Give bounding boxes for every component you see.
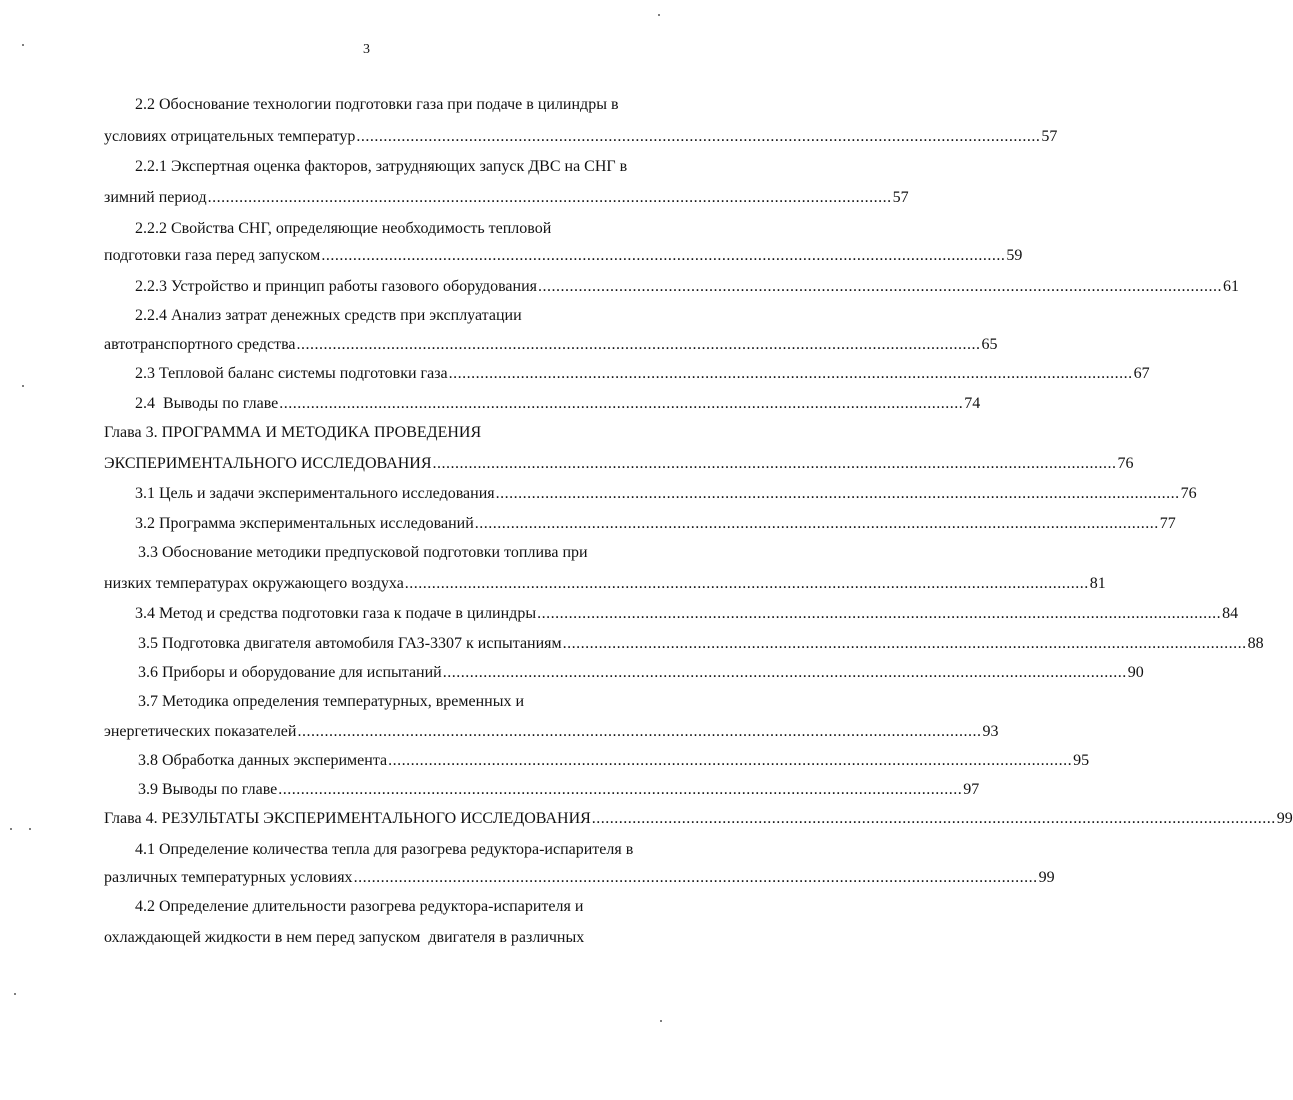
toc-page-number: 93 bbox=[982, 723, 999, 740]
toc-entry-line bbox=[135, 394, 981, 414]
toc-entry-line bbox=[135, 604, 1239, 624]
toc-entry-text: автотранспортного средства bbox=[104, 336, 296, 353]
toc-entry-text: 2.2.3 Устройство и принцип работы газового оборудования bbox=[135, 278, 537, 295]
dot-leader: ........................................................................................................................................................ bbox=[321, 247, 1006, 264]
toc-page-number: 57 bbox=[892, 189, 909, 206]
toc-entry-text: ЭКСПЕРИМЕНТАЛЬНОГО ИССЛЕДОВАНИЯ bbox=[104, 455, 432, 472]
toc-entry-text: 2.3 Тепловой баланс системы подготовки газа bbox=[135, 365, 448, 382]
toc-entry-line: 2.2.1 Экспертная оценка факторов, затрудняющих запуск ДВС на СНГ в bbox=[135, 158, 628, 175]
toc-entry-line: Глава 3. ПРОГРАММА И МЕТОДИКА ПРОВЕДЕНИЯ bbox=[104, 424, 482, 441]
toc-entry-text: 3.8 Обработка данных эксперимента bbox=[138, 752, 388, 769]
toc-page-number: 99 bbox=[1038, 869, 1055, 886]
dot-leader: ........................................................................................................................................................ bbox=[537, 605, 1222, 622]
toc-page-number: 97 bbox=[963, 781, 980, 798]
toc-entry-line bbox=[135, 514, 1176, 534]
toc-page-number: 67 bbox=[1133, 365, 1150, 382]
dot-leader: ........................................................................................................................................................ bbox=[474, 515, 1159, 532]
toc-entry-line bbox=[104, 454, 1134, 474]
toc-entry-line bbox=[104, 722, 999, 742]
toc-page-number: 74 bbox=[964, 395, 981, 412]
toc-entry-text: низких температурах окружающего воздуха bbox=[104, 575, 404, 592]
toc-page-number: 57 bbox=[1041, 128, 1058, 145]
toc-page-number: 88 bbox=[1247, 635, 1264, 652]
scan-speck bbox=[14, 993, 16, 995]
scan-speck bbox=[29, 828, 31, 830]
toc-entry-line bbox=[135, 364, 1150, 384]
page-number: 3 bbox=[363, 42, 370, 57]
toc-page-number: 81 bbox=[1089, 575, 1106, 592]
scan-speck bbox=[658, 14, 660, 16]
dot-leader: ........................................................................................................................................................ bbox=[297, 723, 982, 740]
toc-entry-line bbox=[138, 634, 1264, 654]
toc-page-number: 95 bbox=[1073, 752, 1090, 769]
scan-speck bbox=[22, 385, 24, 387]
toc-entry-line bbox=[104, 188, 909, 208]
toc-entry-line bbox=[104, 127, 1058, 147]
dot-leader: ........................................................................................................................................................ bbox=[448, 365, 1133, 382]
toc-entry-line: 2.2 Обоснование технологии подготовки газа при подаче в цилиндры в bbox=[135, 96, 619, 113]
toc-page-number: 59 bbox=[1006, 247, 1023, 264]
toc-entry-line: 2.2.2 Свойства СНГ, определяющие необходимость тепловой bbox=[135, 220, 552, 237]
scan-speck bbox=[660, 1020, 662, 1022]
dot-leader: ........................................................................................................................................................ bbox=[432, 455, 1117, 472]
dot-leader: ........................................................................................................................................................ bbox=[404, 575, 1089, 592]
toc-entry-text: 3.4 Метод и средства подготовки газа к подаче в цилиндры bbox=[135, 605, 537, 622]
scan-speck bbox=[10, 828, 12, 830]
dot-leader: ........................................................................................................................................................ bbox=[356, 128, 1041, 145]
toc-entry-text: 2.4 Выводы по главе bbox=[135, 395, 279, 412]
toc-entry-line bbox=[138, 751, 1090, 771]
dot-leader: ........................................................................................................................................................ bbox=[538, 278, 1222, 295]
toc-entry-line bbox=[104, 809, 1293, 829]
toc-entry-line bbox=[135, 277, 1239, 297]
scan-speck bbox=[22, 44, 24, 46]
toc-page-number: 76 bbox=[1117, 455, 1134, 472]
toc-entry-line bbox=[138, 663, 1144, 683]
dot-leader: ........................................................................................................................................................ bbox=[388, 752, 1073, 769]
toc-page-number: 76 bbox=[1180, 485, 1197, 502]
toc-entry-line bbox=[104, 335, 998, 355]
toc-entry-text: энергетических показателей bbox=[104, 723, 297, 740]
toc-entry-line bbox=[104, 868, 1055, 888]
toc-entry-line bbox=[138, 780, 980, 800]
toc-entry-line: 3.7 Методика определения температурных, временных и bbox=[138, 693, 525, 710]
toc-entry-text: зимний период bbox=[104, 189, 207, 206]
toc-entry-text: условиях отрицательных температур bbox=[104, 128, 356, 145]
toc-entry-line: 4.2 Определение длительности разогрева редуктора-испарителя и bbox=[135, 898, 584, 915]
toc-page-number: 90 bbox=[1127, 664, 1144, 681]
toc-entry-text: подготовки газа перед запуском bbox=[104, 247, 321, 264]
toc-page-number: 99 bbox=[1276, 810, 1293, 827]
toc-entry-text: Глава 4. РЕЗУЛЬТАТЫ ЭКСПЕРИМЕНТАЛЬНОГО ИССЛЕДОВАНИЯ bbox=[104, 810, 591, 827]
toc-entry-text: 3.2 Программа экспериментальных исследований bbox=[135, 515, 474, 532]
toc-entry-line: 3.3 Обоснование методики предпусковой подготовки топлива при bbox=[138, 544, 588, 561]
dot-leader: ........................................................................................................................................................ bbox=[562, 635, 1247, 652]
dot-leader: ........................................................................................................................................................ bbox=[296, 336, 981, 353]
toc-entry-text: различных температурных условиях bbox=[104, 869, 353, 886]
dot-leader: ........................................................................................................................................................ bbox=[279, 395, 964, 412]
dot-leader: ........................................................................................................................................................ bbox=[591, 810, 1276, 827]
dot-leader: ........................................................................................................................................................ bbox=[353, 869, 1038, 886]
toc-page-number: 61 bbox=[1223, 278, 1239, 295]
toc-entry-text: 3.1 Цель и задачи экспериментального исследования bbox=[135, 485, 495, 502]
dot-leader: ........................................................................................................................................................ bbox=[278, 781, 963, 798]
dot-leader: ........................................................................................................................................................ bbox=[207, 189, 892, 206]
toc-page-number: 65 bbox=[981, 336, 998, 353]
toc-entry-text: 3.6 Приборы и оборудование для испытаний bbox=[138, 664, 442, 681]
toc-page-number: 84 bbox=[1222, 605, 1239, 622]
toc-entry-text: 3.9 Выводы по главе bbox=[138, 781, 278, 798]
dot-leader: ........................................................................................................................................................ bbox=[495, 485, 1180, 502]
toc-entry-line bbox=[104, 574, 1106, 594]
toc-entry-line: охлаждающей жидкости в нем перед запуском двигателя в различных bbox=[104, 929, 585, 946]
toc-entry-line bbox=[104, 246, 1023, 266]
toc-entry-text: 3.5 Подготовка двигателя автомобиля ГАЗ-3307 к испытаниям bbox=[138, 635, 562, 652]
toc-entry-line: 4.1 Определение количества тепла для разогрева редуктора-испарителя в bbox=[135, 841, 634, 858]
toc-entry-line bbox=[135, 484, 1197, 504]
toc-page-number: 77 bbox=[1159, 515, 1176, 532]
dot-leader: ........................................................................................................................................................ bbox=[442, 664, 1127, 681]
toc-entry-line: 2.2.4 Анализ затрат денежных средств при эксплуатации bbox=[135, 307, 522, 324]
